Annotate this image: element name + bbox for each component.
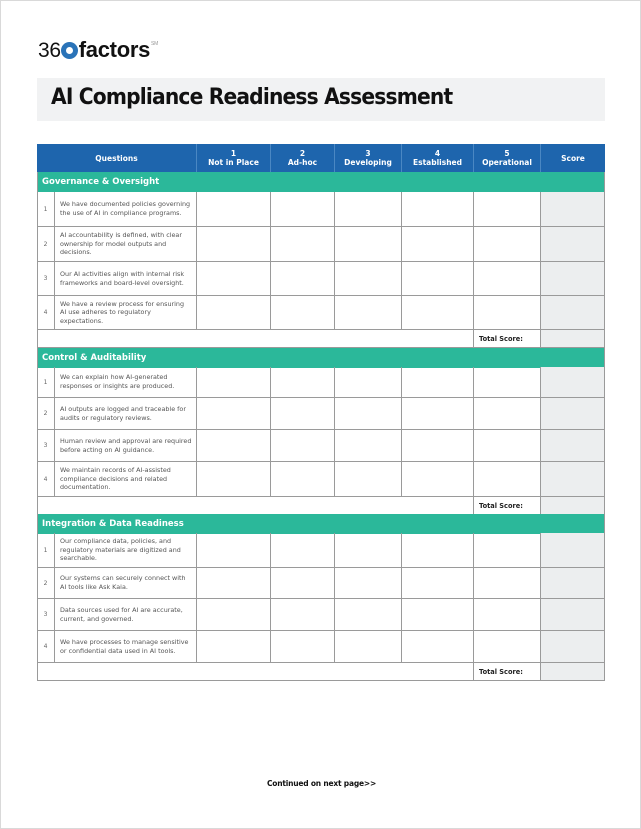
total-score-label: Total Score: (474, 663, 541, 680)
total-spacer (37, 497, 474, 514)
table-row (37, 227, 605, 262)
score-cell[interactable] (541, 533, 605, 567)
rating-cell-5[interactable] (474, 631, 541, 662)
question-number: 1 (37, 192, 55, 226)
rating-cell-2[interactable] (271, 367, 335, 397)
question-text: Human review and approval are required before acting on AI guidance. (55, 430, 197, 461)
question-text: Our systems can securely connect with AI tools like Ask Kaia. (55, 568, 197, 598)
logo-trademark: SM (151, 41, 158, 47)
rating-cell-5[interactable] (474, 192, 541, 226)
score-cell[interactable] (541, 599, 605, 630)
table-row (37, 568, 605, 599)
rating-cell-3[interactable] (335, 367, 402, 397)
rating-cell-3[interactable] (335, 262, 402, 295)
logo-prefix: 36 (38, 39, 61, 62)
rating-cell-2[interactable] (271, 568, 335, 598)
total-spacer (37, 330, 474, 347)
rating-cell-1[interactable] (197, 227, 271, 261)
question-text: AI accountability is defined, with clear ownership for model outputs and decisions. (55, 227, 197, 261)
rating-cell-4[interactable] (402, 367, 474, 397)
question-text: We can explain how AI-generated responses or insights are produced. (55, 367, 197, 397)
rating-cell-3[interactable] (335, 533, 402, 567)
question-number: 1 (37, 533, 55, 567)
rating-cell-3[interactable] (335, 462, 402, 496)
rating-cell-2[interactable] (271, 430, 335, 461)
rating-cell-5[interactable] (474, 398, 541, 429)
rating-cell-4[interactable] (402, 631, 474, 662)
question-number: 3 (37, 262, 55, 295)
total-spacer (37, 663, 474, 680)
question-text: Our compliance data, policies, and regulatory materials are digitized and searchable. (55, 533, 197, 567)
question-number: 2 (37, 568, 55, 598)
table-row (37, 398, 605, 430)
question-text: Our AI activities align with internal risk frameworks and board-level oversight. (55, 262, 197, 295)
rating-cell-4[interactable] (402, 462, 474, 496)
rating-cell-1[interactable] (197, 262, 271, 295)
rating-cell-4[interactable] (402, 398, 474, 429)
table-row (37, 462, 605, 497)
table-row (37, 367, 605, 398)
rating-cell-4[interactable] (402, 262, 474, 295)
rating-cell-3[interactable] (335, 599, 402, 630)
rating-cell-3[interactable] (335, 430, 402, 461)
total-score-row (37, 663, 605, 681)
rating-cell-2[interactable] (271, 599, 335, 630)
table-row (37, 262, 605, 296)
company-logo (38, 32, 158, 62)
rating-cell-4[interactable] (402, 599, 474, 630)
table-row (37, 533, 605, 568)
table-row (37, 430, 605, 462)
rating-cell-5[interactable] (474, 568, 541, 598)
rating-cell-2[interactable] (271, 227, 335, 261)
rating-cell-1[interactable] (197, 533, 271, 567)
table-row (37, 631, 605, 663)
continued-note: Continued on next page>> (266, 779, 377, 788)
table-border-right (604, 172, 605, 681)
score-cell[interactable] (541, 631, 605, 662)
score-cell[interactable] (541, 398, 605, 429)
total-score-row (37, 330, 605, 348)
rating-cell-1[interactable] (197, 398, 271, 429)
rating-cell-4[interactable] (402, 533, 474, 567)
question-text: We have a review process for ensuring AI use adheres to regulatory expectations. (55, 296, 197, 329)
rating-cell-5[interactable] (474, 367, 541, 397)
rating-cell-5[interactable] (474, 227, 541, 261)
rating-cell-2[interactable] (271, 192, 335, 226)
rating-cell-1[interactable] (197, 462, 271, 496)
rating-cell-3[interactable] (335, 568, 402, 598)
rating-cell-3[interactable] (335, 296, 402, 329)
rating-cell-2[interactable] (271, 631, 335, 662)
header-level-4: 4 Established (402, 144, 474, 172)
question-number: 4 (37, 296, 55, 329)
rating-cell-5[interactable] (474, 533, 541, 567)
rating-cell-1[interactable] (197, 631, 271, 662)
score-cell[interactable] (541, 462, 605, 496)
header-score: Score (561, 153, 585, 163)
rating-cell-2[interactable] (271, 533, 335, 567)
rating-cell-5[interactable] (474, 462, 541, 496)
total-score-cell[interactable] (541, 663, 605, 680)
table-header (37, 144, 605, 172)
question-number: 4 (37, 462, 55, 496)
page-title: AI Compliance Readiness Assessment (51, 85, 453, 110)
rating-cell-4[interactable] (402, 296, 474, 329)
question-text: We have documented policies governing the use of AI in compliance programs. (55, 192, 197, 226)
table-row (37, 192, 605, 227)
score-cell[interactable] (541, 367, 605, 397)
rating-cell-2[interactable] (271, 398, 335, 429)
rating-cell-5[interactable] (474, 599, 541, 630)
rating-cell-5[interactable] (474, 262, 541, 295)
rating-cell-3[interactable] (335, 631, 402, 662)
question-text: Data sources used for AI are accurate, current, and governed. (55, 599, 197, 630)
question-text: We maintain records of AI-assisted compliance decisions and related documentation. (55, 462, 197, 496)
rating-cell-5[interactable] (474, 296, 541, 329)
total-score-row (37, 497, 605, 515)
score-cell[interactable] (541, 296, 605, 329)
rating-cell-4[interactable] (402, 430, 474, 461)
rating-cell-5[interactable] (474, 430, 541, 461)
logo-word: factors (78, 37, 151, 62)
rating-cell-4[interactable] (402, 568, 474, 598)
score-cell[interactable] (541, 192, 605, 226)
question-number: 1 (37, 367, 55, 397)
table-border-left (37, 172, 38, 681)
logo-circle-icon (61, 42, 78, 59)
rating-cell-1[interactable] (197, 192, 271, 226)
question-text: We have processes to manage sensitive or confidential data used in AI tools. (55, 631, 197, 662)
section-integration-data-readiness: Integration & Data Readiness (37, 514, 605, 534)
rating-cell-1[interactable] (197, 599, 271, 630)
rating-cell-3[interactable] (335, 398, 402, 429)
rating-cell-1[interactable] (197, 430, 271, 461)
question-number: 4 (37, 631, 55, 662)
score-cell[interactable] (541, 568, 605, 598)
total-score-label: Total Score: (474, 330, 541, 347)
question-number: 2 (37, 398, 55, 429)
section-control-auditability: Control & Auditability (37, 348, 605, 368)
question-number: 3 (37, 599, 55, 630)
header-level-5: 5 Operational (474, 144, 541, 172)
rating-cell-2[interactable] (271, 462, 335, 496)
rating-cell-4[interactable] (402, 227, 474, 261)
question-number: 2 (37, 227, 55, 261)
header-level-3: 3 Developing (335, 144, 402, 172)
rating-cell-4[interactable] (402, 192, 474, 226)
rating-cell-3[interactable] (335, 227, 402, 261)
question-text: AI outputs are logged and traceable for audits or regulatory reviews. (55, 398, 197, 429)
header-questions: Questions (37, 144, 197, 172)
rating-cell-2[interactable] (271, 296, 335, 329)
header-level-1: 1 Not in Place (197, 144, 271, 172)
rating-cell-1[interactable] (197, 568, 271, 598)
rating-cell-2[interactable] (271, 262, 335, 295)
total-score-cell[interactable] (541, 497, 605, 514)
score-cell[interactable] (541, 262, 605, 295)
section-governance-oversight: Governance & Oversight (37, 172, 605, 192)
question-number: 3 (37, 430, 55, 461)
rating-cell-1[interactable] (197, 367, 271, 397)
total-score-label: Total Score: (474, 497, 541, 514)
score-cell[interactable] (541, 227, 605, 261)
rating-cell-3[interactable] (335, 192, 402, 226)
table-row (37, 296, 605, 330)
header-level-2: 2 Ad-hoc (271, 144, 335, 172)
title-banner (37, 78, 605, 121)
rating-cell-1[interactable] (197, 296, 271, 329)
total-score-cell[interactable] (541, 330, 605, 347)
table-row (37, 599, 605, 631)
score-cell[interactable] (541, 430, 605, 461)
